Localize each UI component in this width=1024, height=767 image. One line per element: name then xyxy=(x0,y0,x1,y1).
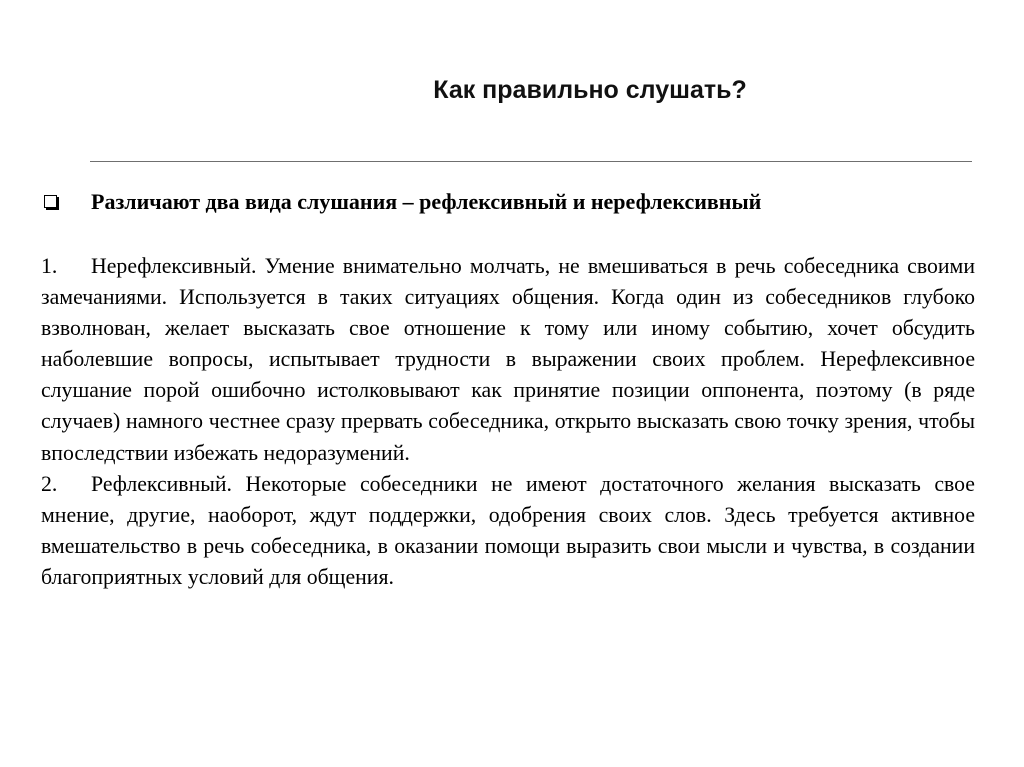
bullet-heading xyxy=(41,186,981,218)
bullet-heading-text: Различают два вида слушания – рефлексивный и нерефлексивный xyxy=(91,189,762,214)
slide-title: Как правильно слушать? xyxy=(433,76,747,104)
paragraph-reflexive xyxy=(41,469,975,593)
body-text xyxy=(41,251,975,593)
checkbox-bullet-icon xyxy=(44,195,57,208)
paragraph-number: 2. xyxy=(41,471,58,496)
paragraph-text: Рефлексивный. Некоторые собеседники не имеют достаточного желания высказать свое мнение, другие, наоборот, ждут поддержки, одобрения своих слов. Здесь требуется активное вмешательство в речь собеседника, в оказании помощи выразить свои мысли и чувства, в создании благоприятных условий для общения. xyxy=(41,471,975,589)
paragraph-nonreflexive xyxy=(41,251,975,469)
paragraph-text: Нерефлексивный. Умение внимательно молчать, не вмешиваться в речь собеседника своими замечаниями. Используется в таких ситуациях общения. Когда один из собеседников глубоко взволнован, желает высказать свое отношение к тому или иному событию, хочет обсудить наболевшие вопросы, испытывает трудности в выражении своих проблем. Нерефлексивное слушание порой ошибочно истолковывают как принятие позиции оппонента, поэтому (в ряде случаев) намного честнее сразу прервать собеседника, открыто высказать свою точку зрения, чтобы впоследствии избежать недоразумений. xyxy=(41,254,975,465)
title-divider xyxy=(90,161,972,162)
paragraph-number: 1. xyxy=(41,254,58,278)
